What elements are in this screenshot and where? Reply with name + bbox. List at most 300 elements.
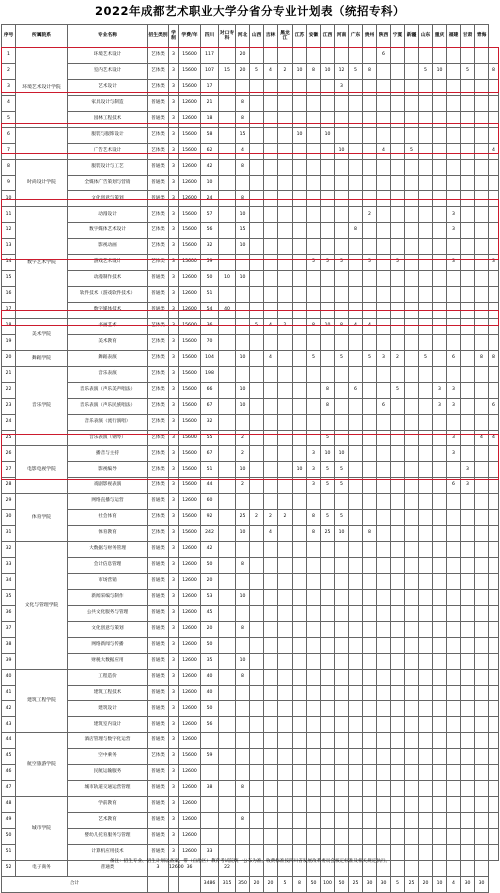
value-cell <box>391 398 405 414</box>
value-cell <box>363 478 377 494</box>
value-cell <box>489 653 499 669</box>
value-cell <box>219 95 236 111</box>
value-cell <box>335 366 349 382</box>
value-cell: 25 <box>236 510 250 526</box>
value-cell: 12600 <box>179 685 201 701</box>
header-cell: 四川 <box>201 25 219 48</box>
major-cell: 电子商务 <box>16 860 68 876</box>
value-cell <box>363 510 377 526</box>
value-cell <box>264 255 278 271</box>
value-cell <box>405 589 419 605</box>
value-cell <box>307 621 321 637</box>
value-cell: 普通类 <box>148 669 169 685</box>
value-cell <box>419 685 433 701</box>
value-cell <box>219 542 236 558</box>
value-cell <box>219 813 236 829</box>
value-cell <box>433 542 447 558</box>
value-cell: 32 <box>201 414 219 430</box>
header-cell: 贵州 <box>363 25 377 48</box>
value-cell <box>349 350 363 366</box>
value-cell <box>489 446 499 462</box>
value-cell <box>219 749 236 765</box>
value-cell: 8 <box>236 621 250 637</box>
value-cell <box>219 318 236 334</box>
value-cell <box>250 813 264 829</box>
value-cell <box>278 334 293 350</box>
value-cell <box>447 48 461 64</box>
value-cell <box>321 191 335 207</box>
value-cell: 40 <box>201 685 219 701</box>
value-cell: 15600 <box>179 478 201 494</box>
value-cell <box>405 366 419 382</box>
value-cell <box>433 828 447 844</box>
value-cell <box>433 510 447 526</box>
value-cell <box>321 589 335 605</box>
value-cell: 51 <box>201 462 219 478</box>
value-cell: 3 <box>169 350 179 366</box>
value-cell <box>391 207 405 223</box>
value-cell: 55 <box>201 430 219 446</box>
value-cell: 8 <box>307 526 321 542</box>
value-cell: 5 <box>461 63 475 79</box>
value-cell: 15600 <box>179 350 201 366</box>
value-cell <box>391 334 405 350</box>
value-cell <box>236 573 250 589</box>
value-cell: 3 <box>169 573 179 589</box>
value-cell: 3 <box>169 446 179 462</box>
major-cell: 大数据与财务管理 <box>68 542 148 558</box>
row-index-cell: 40 <box>2 669 16 685</box>
value-cell <box>219 175 236 191</box>
value-cell <box>419 765 433 781</box>
value-cell: 3 <box>433 382 447 398</box>
value-cell <box>293 510 307 526</box>
value-cell <box>363 239 377 255</box>
value-cell <box>293 781 307 797</box>
value-cell <box>264 669 278 685</box>
value-cell <box>461 828 475 844</box>
value-cell <box>475 414 489 430</box>
value-cell <box>391 685 405 701</box>
value-cell: 普通类 <box>148 781 169 797</box>
value-cell <box>250 239 264 255</box>
value-cell <box>391 589 405 605</box>
major-cell: 艺术设计 <box>68 79 148 95</box>
value-cell <box>264 637 278 653</box>
value-cell <box>278 191 293 207</box>
total-value-cell: 20 <box>419 876 433 892</box>
value-cell <box>250 143 264 159</box>
value-cell <box>264 287 278 303</box>
value-cell <box>293 605 307 621</box>
value-cell: 3 <box>169 191 179 207</box>
header-cell: 重庆 <box>433 25 447 48</box>
value-cell <box>278 207 293 223</box>
value-cell <box>489 239 499 255</box>
value-cell <box>489 749 499 765</box>
value-cell <box>293 239 307 255</box>
row-index-cell: 51 <box>2 844 16 860</box>
value-cell <box>461 542 475 558</box>
value-cell <box>405 127 419 143</box>
value-cell: 5 <box>419 350 433 366</box>
value-cell <box>419 781 433 797</box>
value-cell: 艺体类 <box>148 382 169 398</box>
value-cell <box>335 669 349 685</box>
value-cell <box>461 223 475 239</box>
value-cell <box>349 462 363 478</box>
value-cell <box>250 223 264 239</box>
value-cell: 3 <box>169 271 179 287</box>
value-cell: 艺体类 <box>148 414 169 430</box>
value-cell <box>363 813 377 829</box>
value-cell <box>461 573 475 589</box>
value-cell <box>447 558 461 574</box>
value-cell <box>433 701 447 717</box>
value-cell <box>419 749 433 765</box>
row-index-cell: 2 <box>2 63 16 79</box>
header-cell: 宁夏 <box>391 25 405 48</box>
value-cell <box>307 143 321 159</box>
value-cell <box>264 749 278 765</box>
value-cell <box>419 733 433 749</box>
value-cell: 12600 <box>179 111 201 127</box>
value-cell <box>293 175 307 191</box>
value-cell: 15600 <box>179 207 201 223</box>
value-cell <box>419 382 433 398</box>
table-row <box>2 653 499 669</box>
value-cell: 92 <box>201 510 219 526</box>
value-cell <box>489 79 499 95</box>
value-cell <box>377 573 391 589</box>
value-cell <box>377 223 391 239</box>
value-cell <box>419 573 433 589</box>
total-value-cell: 5 <box>391 876 405 892</box>
value-cell <box>293 573 307 589</box>
value-cell: 艺体类 <box>148 239 169 255</box>
value-cell: 12600 <box>179 637 201 653</box>
value-cell <box>250 573 264 589</box>
value-cell <box>489 95 499 111</box>
value-cell: 艺体类 <box>148 127 169 143</box>
value-cell: 艺体类 <box>148 350 169 366</box>
table-header-row <box>2 25 499 48</box>
value-cell <box>264 685 278 701</box>
value-cell: 3 <box>169 828 179 844</box>
value-cell <box>377 653 391 669</box>
value-cell <box>475 781 489 797</box>
value-cell <box>405 79 419 95</box>
value-cell <box>250 558 264 574</box>
header-cell: 江西 <box>321 25 335 48</box>
value-cell <box>377 287 391 303</box>
value-cell <box>433 526 447 542</box>
value-cell <box>321 813 335 829</box>
value-cell <box>377 733 391 749</box>
value-cell <box>307 733 321 749</box>
value-cell <box>278 717 293 733</box>
value-cell <box>419 414 433 430</box>
value-cell <box>250 494 264 510</box>
value-cell <box>377 589 391 605</box>
value-cell <box>250 366 264 382</box>
value-cell <box>349 589 363 605</box>
value-cell: 3 <box>447 446 461 462</box>
value-cell: 12600 <box>179 653 201 669</box>
value-cell <box>278 478 293 494</box>
value-cell <box>391 366 405 382</box>
value-cell <box>475 526 489 542</box>
value-cell <box>321 717 335 733</box>
value-cell <box>219 48 236 64</box>
value-cell <box>335 48 349 64</box>
value-cell <box>363 637 377 653</box>
value-cell <box>219 558 236 574</box>
value-cell <box>461 79 475 95</box>
value-cell: 38 <box>201 781 219 797</box>
value-cell <box>363 303 377 319</box>
value-cell <box>377 781 391 797</box>
value-cell <box>405 494 419 510</box>
value-cell: 12600 <box>179 191 201 207</box>
table-row <box>2 79 499 95</box>
value-cell <box>219 430 236 446</box>
major-cell: 动漫设计 <box>68 207 148 223</box>
value-cell <box>363 573 377 589</box>
value-cell <box>405 765 419 781</box>
value-cell <box>433 159 447 175</box>
value-cell <box>391 239 405 255</box>
value-cell <box>349 749 363 765</box>
value-cell <box>433 239 447 255</box>
value-cell: 3 <box>335 79 349 95</box>
value-cell <box>419 446 433 462</box>
value-cell <box>219 239 236 255</box>
value-cell <box>377 318 391 334</box>
major-cell: 音乐表演（声乐美声唱法） <box>68 382 148 398</box>
value-cell <box>461 48 475 64</box>
value-cell <box>264 271 278 287</box>
value-cell: 5 <box>363 350 377 366</box>
value-cell <box>293 542 307 558</box>
table-row <box>2 510 499 526</box>
value-cell <box>278 797 293 813</box>
value-cell <box>349 573 363 589</box>
value-cell <box>433 287 447 303</box>
value-cell <box>264 127 278 143</box>
value-cell <box>293 701 307 717</box>
value-cell: 15600 <box>179 366 201 382</box>
value-cell <box>264 223 278 239</box>
value-cell: 12600 <box>179 733 201 749</box>
value-cell <box>391 621 405 637</box>
value-cell <box>447 79 461 95</box>
header-cell: 山东 <box>419 25 433 48</box>
total-value-cell: 20 <box>264 876 278 892</box>
value-cell <box>363 382 377 398</box>
value-cell <box>363 430 377 446</box>
value-cell <box>419 175 433 191</box>
value-cell: 普通类 <box>148 844 169 860</box>
table-row <box>2 287 499 303</box>
value-cell <box>349 430 363 446</box>
value-cell <box>293 733 307 749</box>
value-cell <box>433 350 447 366</box>
value-cell: 8 <box>489 63 499 79</box>
value-cell <box>461 765 475 781</box>
value-cell <box>264 573 278 589</box>
value-cell <box>264 398 278 414</box>
header-cell: 甘肃 <box>461 25 475 48</box>
value-cell <box>461 287 475 303</box>
table-row <box>2 191 499 207</box>
value-cell <box>307 589 321 605</box>
value-cell <box>236 828 250 844</box>
major-cell: 网络新闻与传播 <box>68 637 148 653</box>
row-index-cell: 20 <box>2 350 16 366</box>
value-cell <box>461 127 475 143</box>
value-cell: 普通类 <box>68 860 148 876</box>
value-cell <box>433 605 447 621</box>
value-cell <box>433 749 447 765</box>
value-cell <box>405 573 419 589</box>
value-cell <box>377 382 391 398</box>
value-cell <box>419 478 433 494</box>
table-row <box>2 398 499 414</box>
value-cell <box>250 637 264 653</box>
value-cell: 10 <box>236 350 250 366</box>
value-cell: 12600 <box>179 175 201 191</box>
value-cell <box>461 255 475 271</box>
value-cell <box>349 669 363 685</box>
table-row <box>2 685 499 701</box>
value-cell: 59 <box>201 255 219 271</box>
value-cell <box>377 239 391 255</box>
value-cell <box>219 621 236 637</box>
value-cell <box>447 621 461 637</box>
value-cell <box>489 382 499 398</box>
value-cell: 3 <box>447 382 461 398</box>
value-cell: 8 <box>236 191 250 207</box>
value-cell: 3 <box>169 48 179 64</box>
value-cell <box>447 749 461 765</box>
value-cell <box>363 589 377 605</box>
total-value-cell: 30 <box>475 876 489 892</box>
value-cell <box>433 813 447 829</box>
value-cell <box>475 765 489 781</box>
major-cell: 数字媒体艺术设计 <box>68 223 148 239</box>
value-cell: 普通类 <box>148 303 169 319</box>
value-cell: 普通类 <box>148 828 169 844</box>
value-cell <box>293 494 307 510</box>
total-row <box>2 876 499 892</box>
value-cell: 3 <box>148 860 169 876</box>
value-cell: 5 <box>250 318 264 334</box>
value-cell <box>293 653 307 669</box>
table-row <box>2 494 499 510</box>
value-cell <box>335 382 349 398</box>
value-cell: 3 <box>169 844 179 860</box>
value-cell <box>250 701 264 717</box>
value-cell: 242 <box>201 526 219 542</box>
college-cell: 美术学院 <box>16 318 68 350</box>
value-cell <box>419 653 433 669</box>
value-cell <box>377 542 391 558</box>
value-cell: 10 <box>335 526 349 542</box>
value-cell: 198 <box>201 366 219 382</box>
value-cell: 4 <box>377 143 391 159</box>
value-cell <box>335 127 349 143</box>
value-cell <box>377 701 391 717</box>
value-cell <box>363 48 377 64</box>
value-cell <box>293 558 307 574</box>
value-cell: 15600 <box>179 462 201 478</box>
value-cell <box>489 781 499 797</box>
value-cell <box>461 95 475 111</box>
value-cell: 3 <box>169 382 179 398</box>
value-cell <box>349 334 363 350</box>
value-cell <box>419 558 433 574</box>
value-cell <box>278 813 293 829</box>
value-cell: 8 <box>236 558 250 574</box>
value-cell: 8 <box>489 350 499 366</box>
college-cell: 航空旅游学院 <box>16 733 68 797</box>
value-cell: 艺体类 <box>148 79 169 95</box>
value-cell <box>363 605 377 621</box>
value-cell <box>264 542 278 558</box>
value-cell: 3 <box>169 765 179 781</box>
value-cell: 2 <box>278 63 293 79</box>
total-value-cell: 3486 <box>201 876 219 892</box>
value-cell: 12600 <box>179 781 201 797</box>
value-cell <box>321 621 335 637</box>
value-cell: 4 <box>489 430 499 446</box>
value-cell <box>461 111 475 127</box>
value-cell <box>321 303 335 319</box>
total-value-cell: 25 <box>349 876 363 892</box>
value-cell <box>219 334 236 350</box>
value-cell <box>391 749 405 765</box>
value-cell: 5 <box>321 478 335 494</box>
value-cell: 艺体类 <box>148 430 169 446</box>
value-cell <box>335 287 349 303</box>
value-cell: 艺体类 <box>148 63 169 79</box>
value-cell <box>335 430 349 446</box>
value-cell <box>461 494 475 510</box>
value-cell <box>335 191 349 207</box>
value-cell <box>377 271 391 287</box>
value-cell <box>219 143 236 159</box>
value-cell: 15600 <box>179 318 201 334</box>
value-cell <box>391 669 405 685</box>
value-cell <box>475 637 489 653</box>
table-row <box>2 813 499 829</box>
table-row <box>2 414 499 430</box>
major-cell: 广告艺术设计 <box>68 143 148 159</box>
major-cell: 城市轨道交通运营管理 <box>68 781 148 797</box>
value-cell: 4 <box>349 318 363 334</box>
value-cell <box>489 414 499 430</box>
value-cell: 10 <box>236 526 250 542</box>
value-cell <box>475 621 489 637</box>
value-cell: 15600 <box>179 255 201 271</box>
value-cell: 3 <box>169 223 179 239</box>
value-cell <box>278 127 293 143</box>
value-cell: 3 <box>169 605 179 621</box>
value-cell: 12 <box>335 63 349 79</box>
value-cell <box>391 223 405 239</box>
value-cell <box>475 733 489 749</box>
